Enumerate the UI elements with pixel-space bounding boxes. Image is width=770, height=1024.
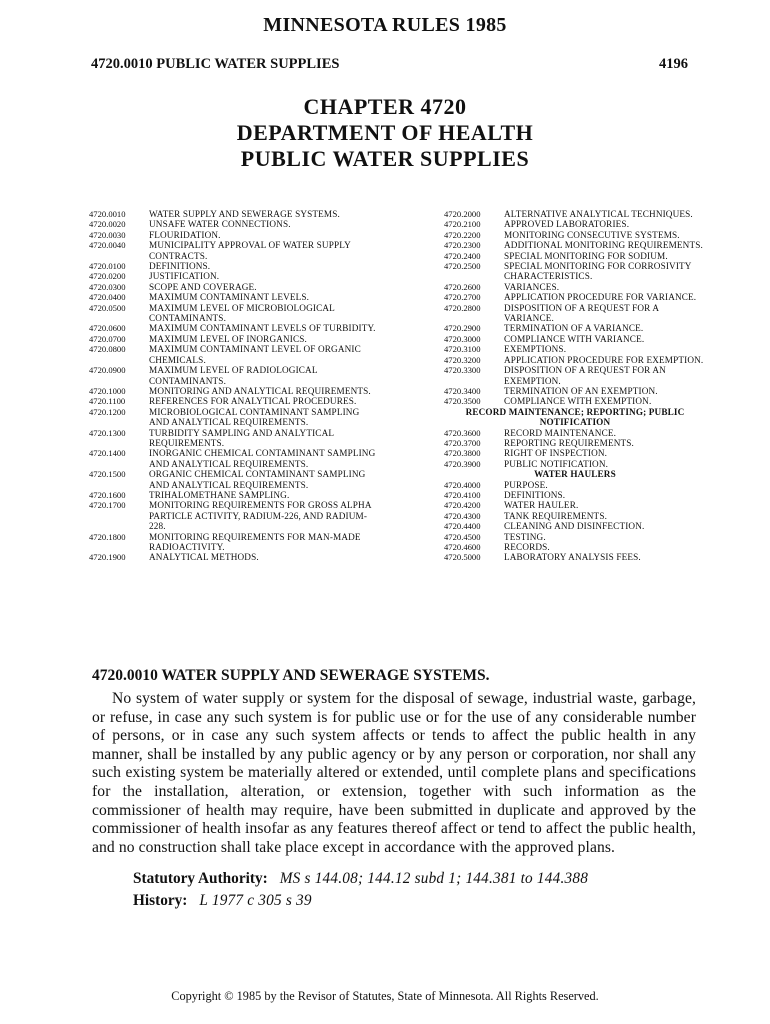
toc-entry-number: 4720.0040 <box>89 240 126 251</box>
toc-entry-number: 4720.2000 <box>444 209 481 219</box>
toc-entry-title: RECORD MAINTENANCE. <box>504 427 617 438</box>
toc-entry <box>89 261 379 271</box>
toc-entry <box>444 542 706 552</box>
toc-entry <box>444 323 706 333</box>
toc-entry <box>89 219 379 229</box>
toc-entry-title: TESTING. <box>504 531 546 542</box>
toc-entry-number: 4720.0020 <box>89 219 126 230</box>
toc-entry <box>89 500 379 531</box>
statutory-authority-value: MS s 144.08; 144.12 subd 1; 144.381 to 144.388 <box>279 870 589 887</box>
toc-entry <box>89 552 379 562</box>
toc-entry-title: INORGANIC CHEMICAL CONTAMINANT SAMPLING AND ANALYTICAL REQUIREMENTS. <box>149 448 376 469</box>
toc-entry-number: 4720.0010 <box>89 209 126 219</box>
toc-entry-number: 4720.4500 <box>444 531 481 542</box>
chapter-title: PUBLIC WATER SUPPLIES <box>240 146 530 171</box>
toc-entry <box>444 219 706 229</box>
toc-entry-title: CLEANING AND DISINFECTION. <box>504 521 645 532</box>
toc-entry <box>89 428 379 449</box>
toc-entry-title: SPECIAL MONITORING FOR SODIUM. <box>504 250 668 261</box>
history-label: History: <box>133 892 188 909</box>
toc-entry-number: 4720.3900 <box>444 458 481 469</box>
toc-entry-title: WATER HAULER. <box>504 500 579 511</box>
toc-entry <box>444 282 706 292</box>
statutory-authority <box>133 870 588 888</box>
toc-entry-title: DEFINITIONS. <box>149 261 211 272</box>
toc-entry <box>89 490 379 500</box>
toc-entry-number: 4720.2900 <box>444 323 481 334</box>
toc-entry-number: 4720.2400 <box>444 250 481 261</box>
toc-entry <box>89 532 379 553</box>
toc-entry <box>89 334 379 344</box>
history <box>133 892 312 910</box>
toc-entry-number: 4720.2800 <box>444 302 481 313</box>
page-number: 4196 <box>659 56 688 72</box>
toc-entry <box>89 469 379 490</box>
toc-entry-title: TRIHALOMETHANE SAMPLING. <box>149 489 290 500</box>
toc-entry-number: 4720.3700 <box>444 437 481 448</box>
toc-entry <box>444 230 706 240</box>
toc-entry-title: MAXIMUM CONTAMINANT LEVELS. <box>149 292 310 303</box>
toc-entry-number: 4720.2200 <box>444 229 481 240</box>
toc-entry <box>444 240 706 250</box>
toc-entry-number: 4720.1800 <box>89 531 126 542</box>
toc-entry <box>444 428 706 438</box>
toc-entry <box>89 407 379 428</box>
toc-entry-title: MONITORING REQUIREMENTS FOR GROSS ALPHA PARTICLE ACTIVITY, RADIUM-226, AND RADIUM-228. <box>149 500 372 532</box>
toc-entry <box>444 459 706 469</box>
toc-entry-title: ADDITIONAL MONITORING REQUIREMENTS. <box>504 240 703 251</box>
toc-entry <box>89 344 379 365</box>
toc-entry <box>444 261 706 282</box>
toc-entry-number: 4720.0500 <box>89 302 126 313</box>
chapter-number: CHAPTER 4720 <box>303 94 467 119</box>
section-heading: 4720.0010 WATER SUPPLY AND SEWERAGE SYSTEMS. <box>92 667 490 684</box>
toc-entry-title: APPLICATION PROCEDURE FOR EXEMPTION. <box>504 354 704 365</box>
toc-entry-number: 4720.3300 <box>444 365 481 376</box>
toc-entry <box>89 396 379 406</box>
toc-group-heading: RECORD MAINTENANCE; REPORTING; PUBLIC NOTIFICATION <box>465 406 685 428</box>
toc-entry-number: 4720.1100 <box>89 396 126 407</box>
toc-entry <box>444 292 706 302</box>
toc-entry <box>444 438 706 448</box>
toc-entry <box>444 251 706 261</box>
toc-entry <box>444 521 706 531</box>
toc-entry <box>89 365 379 386</box>
toc-entry <box>444 490 706 500</box>
toc-entry-number: 4720.1400 <box>89 448 126 459</box>
toc-entry-title: WATER SUPPLY AND SEWERAGE SYSTEMS. <box>149 209 340 219</box>
toc-entry-title: MONITORING AND ANALYTICAL REQUIREMENTS. <box>149 385 371 396</box>
table-of-contents-left <box>89 209 379 563</box>
chapter-department: DEPARTMENT OF HEALTH <box>236 120 534 145</box>
toc-entry-number: 4720.3100 <box>444 344 481 355</box>
toc-entry-number: 4720.0030 <box>89 229 126 240</box>
statutory-authority-label: Statutory Authority: <box>133 870 268 887</box>
toc-entry-title: MAXIMUM CONTAMINANT LEVELS OF TURBIDITY. <box>149 323 376 334</box>
toc-entry <box>444 500 706 510</box>
toc-entry-title: SPECIAL MONITORING FOR CORROSIVITY CHARACTERISTICS. <box>504 261 692 282</box>
toc-entry-number: 4720.5000 <box>444 552 481 563</box>
toc-group-heading: WATER HAULERS <box>534 469 616 480</box>
table-of-contents-right <box>444 209 706 563</box>
toc-entry-number: 4720.2700 <box>444 292 481 303</box>
toc-entry-title: EXEMPTIONS. <box>504 344 567 355</box>
toc-entry-title: DEFINITIONS. <box>504 489 566 500</box>
toc-entry-number: 4720.4100 <box>444 489 481 500</box>
toc-entry-title: APPLICATION PROCEDURE FOR VARIANCE. <box>504 292 697 303</box>
copyright-footer: Copyright © 1985 by the Revisor of Statutes, State of Minnesota. All Rights Reserved. <box>171 989 599 1003</box>
history-value: L 1977 c 305 s 39 <box>199 892 312 909</box>
toc-entry-title: LABORATORY ANALYSIS FEES. <box>504 552 641 563</box>
toc-entry-title: DISPOSITION OF A REQUEST FOR A VARIANCE. <box>504 302 659 324</box>
toc-entry-number: 4720.2500 <box>444 261 481 272</box>
toc-entry-number: 4720.1200 <box>89 406 126 417</box>
toc-entry-title: VARIANCES. <box>504 281 560 292</box>
toc-entry-title: ANALYTICAL METHODS. <box>149 552 259 563</box>
toc-entry-number: 4720.1500 <box>89 469 126 480</box>
toc-entry <box>444 396 706 406</box>
toc-entry <box>444 532 706 542</box>
toc-entry <box>89 448 379 469</box>
toc-entry-number: 4720.3400 <box>444 385 481 396</box>
toc-entry-title: TERMINATION OF A VARIANCE. <box>504 323 644 334</box>
toc-entry-number: 4720.3600 <box>444 427 481 438</box>
toc-entry-title: TANK REQUIREMENTS. <box>504 510 608 521</box>
toc-entry-number: 4720.4200 <box>444 500 481 511</box>
toc-entry <box>444 552 706 562</box>
toc-entry-title: MAXIMUM LEVEL OF RADIOLOGICAL CONTAMINANTS. <box>149 365 318 386</box>
toc-entry-number: 4720.3500 <box>444 396 481 407</box>
toc-entry-title: DISPOSITION OF A REQUEST FOR AN EXEMPTION. <box>504 365 666 386</box>
running-title: MINNESOTA RULES 1985 <box>263 14 507 36</box>
toc-entry <box>89 386 379 396</box>
toc-entry <box>89 323 379 333</box>
toc-entry-title: RIGHT OF INSPECTION. <box>504 448 608 459</box>
toc-entry <box>89 292 379 302</box>
toc-entry <box>89 230 379 240</box>
toc-entry-number: 4720.0400 <box>89 292 126 303</box>
toc-entry-number: 4720.4600 <box>444 542 481 552</box>
toc-entry-title: MUNICIPALITY APPROVAL OF WATER SUPPLY CONTRACTS. <box>149 240 351 261</box>
toc-entry <box>444 386 706 396</box>
toc-entry-title: COMPLIANCE WITH EXEMPTION. <box>504 396 652 407</box>
toc-entry-title: FLOURIDATION. <box>149 229 221 240</box>
toc-entry-number: 4720.3800 <box>444 448 481 459</box>
toc-entry <box>444 344 706 354</box>
toc-entry <box>89 271 379 281</box>
toc-entry-title: SCOPE AND COVERAGE. <box>149 281 257 292</box>
toc-entry-number: 4720.0200 <box>89 271 126 282</box>
toc-entry-number: 4720.0700 <box>89 333 126 344</box>
toc-entry-number: 4720.1300 <box>89 427 126 438</box>
toc-entry-title: MAXIMUM LEVEL OF INORGANICS. <box>149 333 308 344</box>
toc-entry-title: JUSTIFICATION. <box>149 271 220 282</box>
toc-entry-title: MONITORING REQUIREMENTS FOR MAN-MADE RADIOACTIVITY. <box>149 531 361 552</box>
toc-entry-title: TERMINATION OF AN EXEMPTION. <box>504 385 658 396</box>
toc-entry-number: 4720.4300 <box>444 510 481 521</box>
toc-entry-number: 4720.1000 <box>89 385 126 396</box>
toc-entry-number: 4720.1900 <box>89 552 126 563</box>
toc-entry-number: 4720.2100 <box>444 219 481 230</box>
toc-entry-title: ORGANIC CHEMICAL CONTAMINANT SAMPLING AND ANALYTICAL REQUIREMENTS. <box>149 469 366 490</box>
toc-entry-title: MONITORING CONSECUTIVE SYSTEMS. <box>504 229 680 240</box>
toc-entry-number: 4720.0100 <box>89 261 126 272</box>
toc-entry-title: ALTERNATIVE ANALYTICAL TECHNIQUES. <box>504 209 693 219</box>
toc-entry-title: COMPLIANCE WITH VARIANCE. <box>504 333 645 344</box>
toc-entry-number: 4720.3200 <box>444 354 481 365</box>
toc-entry-title: REPORTING REQUIREMENTS. <box>504 437 634 448</box>
toc-entry-number: 4720.4400 <box>444 521 481 532</box>
toc-entry-title: APPROVED LABORATORIES. <box>504 219 630 230</box>
toc-entry-number: 4720.0300 <box>89 281 126 292</box>
toc-entry <box>444 480 706 490</box>
toc-entry <box>89 303 379 324</box>
toc-entry <box>444 448 706 458</box>
toc-entry <box>444 365 706 386</box>
toc-entry <box>444 303 706 324</box>
section-body: No system of water supply or system for the disposal of sewage, industrial waste, garbage, or refuse, in case any such system is for public use or for the use of any considerable number of persons, or in case any such system affects or tends to affect the public health in any manner, shall be installed by any public agency or by any person or corporation, nor shall any such existing system be materially altered or extended, until complete plans and specifications for the installation, alteration, or extension, together with such information as the commissioner of health may require, have been submitted in duplicate and approved by the commissioner of health insofar as any features thereof affect or tend to affect the public health, and no construction shall take place except in accordance with the approved plans. <box>92 690 696 856</box>
toc-entry-number: 4720.4000 <box>444 479 481 490</box>
toc-entry <box>89 282 379 292</box>
toc-entry-title: PURPOSE. <box>504 479 548 490</box>
toc-entry-number: 4720.1600 <box>89 489 126 500</box>
toc-entry <box>444 511 706 521</box>
toc-entry-number: 4720.3000 <box>444 333 481 344</box>
toc-entry-title: UNSAFE WATER CONNECTIONS. <box>149 219 291 230</box>
toc-entry-title: MAXIMUM CONTAMINANT LEVEL OF ORGANIC CHEMICALS. <box>149 344 361 365</box>
toc-entry-number: 4720.2600 <box>444 281 481 292</box>
toc-entry-title: MAXIMUM LEVEL OF MICROBIOLOGICAL CONTAMINANTS. <box>149 302 335 324</box>
toc-entry <box>444 209 706 219</box>
toc-entry-number: 4720.0600 <box>89 323 126 334</box>
toc-entry <box>444 355 706 365</box>
toc-entry <box>444 334 706 344</box>
toc-entry-number: 4720.1700 <box>89 500 126 511</box>
toc-entry-number: 4720.0800 <box>89 344 126 355</box>
toc-entry <box>89 209 379 219</box>
toc-entry-title: REFERENCES FOR ANALYTICAL PROCEDURES. <box>149 396 357 407</box>
toc-entry-number: 4720.0900 <box>89 365 126 376</box>
toc-entry-title: TURBIDITY SAMPLING AND ANALYTICAL REQUIREMENTS. <box>149 427 334 448</box>
toc-entry-number: 4720.2300 <box>444 240 481 251</box>
toc-entry-title: RECORDS. <box>504 542 550 552</box>
toc-entry-title: MICROBIOLOGICAL CONTAMINANT SAMPLING AND ANALYTICAL REQUIREMENTS. <box>149 406 360 428</box>
toc-entry <box>89 240 379 261</box>
section-reference: 4720.0010 PUBLIC WATER SUPPLIES <box>91 56 340 72</box>
toc-entry-title: PUBLIC NOTIFICATION. <box>504 458 609 469</box>
